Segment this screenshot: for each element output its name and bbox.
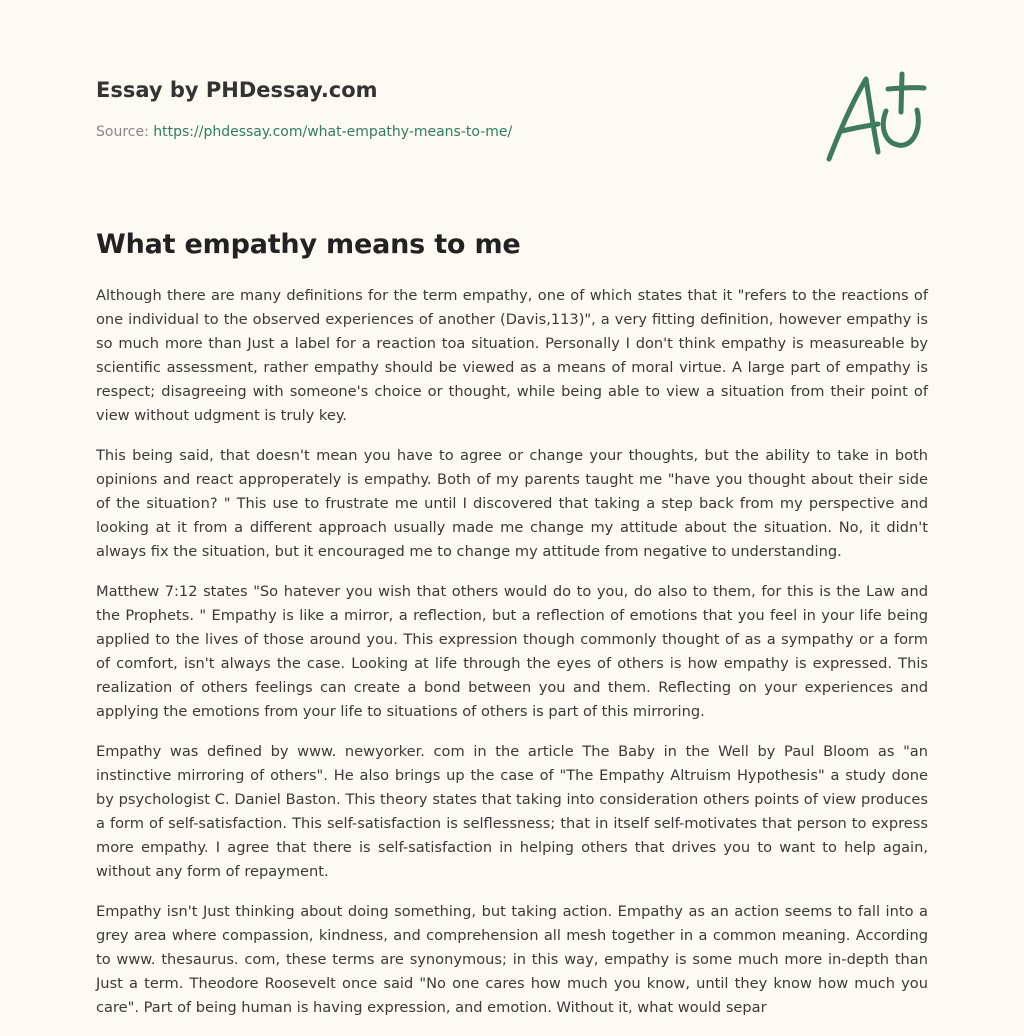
site-brand: Essay by PHDessay.com xyxy=(96,78,378,102)
a-plus-grade-icon xyxy=(820,66,930,166)
essay-title: What empathy means to me xyxy=(96,229,521,260)
source-label: Source: xyxy=(96,124,149,140)
essay-paragraph: Although there are many definitions for the term empathy, one of which states that it "refers to the reactions of one individual to the observed experiences of another (Davis,113)", a very fitting definition, however empathy is so much more than Just a label for a reaction toa situation. Personally I don't think empathy is measureable by scientific assessment, rather empathy should be viewed as a means of moral virtue. A large part of empathy is respect; disagreeing with someone's choice or thought, while being able to view a situation from their point of view without udgment is truly key. xyxy=(96,287,928,424)
essay-paragraph: Matthew 7:12 states "So hatever you wish that others would do to you, do also to them, for this is the Law and the Prophets. " Empathy is like a mirror, a reflection, but a reflection of emotions that you feel in your life being applied to the lives of those around you. This expression though commonly thought of as a sympathy or a form of comfort, isn't always the case. Looking at life through the eyes of others is how empathy is expressed. This realization of others feelings can create a bond between you and them. Reflecting on your experiences and applying the emotions from your life to situations of others is part of this mirroring. xyxy=(96,583,928,720)
essay-paragraph: This being said, that doesn't mean you have to agree or change your thoughts, but the ability to take in both opinions and react approperately is empathy. Both of my parents taught me "have you thought about their side of the situation? " This use to frustrate me until I discovered that taking a step back from my perspective and looking at it from a different approach usually made me change my attitude about the situation. No, it didn't always fix the situation, but it encouraged me to change my attitude from negative to understanding. xyxy=(96,447,928,560)
essay-paragraph: Empathy was defined by www. newyorker. com in the article The Baby in the Well by Paul Bloom as "an instinctive mirroring of others". He also brings up the case of "The Empathy Altruism Hypothesis" a study done by psychologist C. Daniel Baston. This theory states that taking into consideration others points of view produces a form of self-satisfaction. This self-satisfaction is selflessness; that in itself self-motivates that person to express more empathy. I agree that there is self-satisfaction in helping others that drives you to want to help again, without any form of repayment. xyxy=(96,743,928,880)
source-line xyxy=(96,122,796,142)
source-link[interactable]: https://phdessay.com/what-empathy-means-to-me/ xyxy=(153,124,513,140)
essay-body xyxy=(96,284,928,1036)
essay-header xyxy=(96,76,796,142)
essay-paragraph: Empathy isn't Just thinking about doing something, but taking action. Empathy as an action seems to fall into a grey area where compassion, kindness, and comprehension all mesh together in a common meaning. According to www. thesaurus. com, these terms are synonymous; in this way, empathy is some much more in-depth than Just a term. Theodore Roosevelt once said "No one cares how much you know, until they know how much you care". Part of being human is having expression, and emotion. Without it, what would separ xyxy=(96,903,928,1016)
